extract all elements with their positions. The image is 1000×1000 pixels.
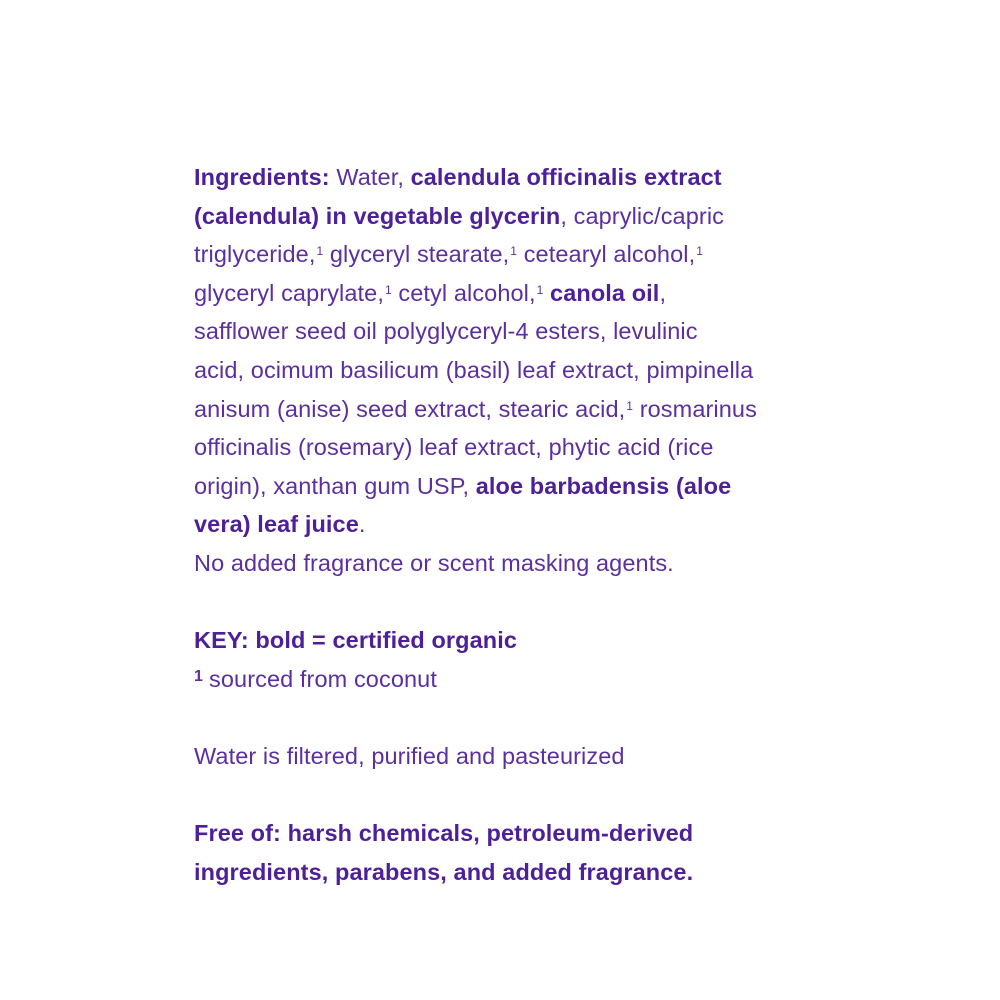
spacer <box>194 583 834 622</box>
ingredient-text: cetearyl alcohol, <box>517 241 696 268</box>
organic-ingredient-text: canola oil <box>543 279 660 306</box>
ingredient-text: , caprylic/capric <box>560 202 724 229</box>
footnote-superscript: 1 <box>384 282 392 297</box>
ingredients-line <box>194 158 834 197</box>
organic-ingredient-text: aloe barbadensis (aloe <box>475 472 732 499</box>
footnote-superscript: 1 <box>316 244 324 259</box>
organic-ingredient-text: vera) leaf juice <box>194 511 359 538</box>
organic-ingredient-text: Ingredients: <box>194 164 330 190</box>
footnote-superscript: 1 <box>626 398 634 413</box>
ingredients-line <box>194 197 834 236</box>
ingredients-list <box>194 158 834 583</box>
organic-ingredient-text: calendula officinalis extract <box>410 164 722 190</box>
free-of-line-1: Free of: harsh chemicals, petroleum-derived <box>194 820 694 847</box>
ingredients-line <box>194 428 834 467</box>
organic-ingredient-text: (calendula) in vegetable glycerin <box>194 202 561 229</box>
ingredients-line <box>194 544 834 583</box>
ingredient-text: Water, <box>329 164 411 190</box>
ingredient-text: glyceryl caprylate, <box>194 279 384 306</box>
spacer <box>194 776 834 815</box>
ingredient-text: rosmarinus <box>633 395 757 422</box>
ingredient-text: , <box>659 279 667 306</box>
ingredients-panel <box>194 158 834 891</box>
ingredient-text: cetyl alcohol, <box>391 279 536 306</box>
ingredients-line <box>194 505 834 544</box>
footnote-text: sourced from coconut <box>209 665 437 692</box>
ingredient-text: acid, ocimum basilicum (basil) leaf extract, pimpinella <box>194 356 754 383</box>
ingredient-text: safflower seed oil polyglyceryl-4 esters, levulinic <box>194 318 698 345</box>
footnote-superscript: 1 <box>536 282 544 297</box>
ingredient-text: origin), xanthan gum USP, <box>194 472 476 499</box>
footnote-superscript: 1 <box>696 244 704 259</box>
ingredients-line <box>194 274 834 313</box>
water-note: Water is filtered, purified and pasteurized <box>194 742 625 769</box>
free-of-line-2: ingredients, parabens, and added fragrance. <box>194 858 694 885</box>
footnote-line <box>194 660 834 699</box>
ingredients-line <box>194 467 834 506</box>
ingredient-text: anisum (anise) seed extract, stearic acid, <box>194 395 626 422</box>
ingredients-line <box>194 351 834 390</box>
footnote-superscript: 1 <box>510 244 518 259</box>
key-legend: KEY: bold = certified organic <box>194 627 518 654</box>
ingredients-line <box>194 390 834 429</box>
ingredient-text: glyceryl stearate, <box>323 241 510 268</box>
ingredient-text: . <box>358 511 366 538</box>
ingredient-text: triglyceride, <box>194 241 316 268</box>
ingredients-line <box>194 235 834 274</box>
spacer <box>194 698 834 737</box>
ingredient-text: No added fragrance or scent masking agents. <box>194 549 674 576</box>
footnote-marker: 1 <box>194 667 203 685</box>
ingredient-text: officinalis (rosemary) leaf extract, phytic acid (rice <box>194 434 714 461</box>
ingredients-line <box>194 312 834 351</box>
